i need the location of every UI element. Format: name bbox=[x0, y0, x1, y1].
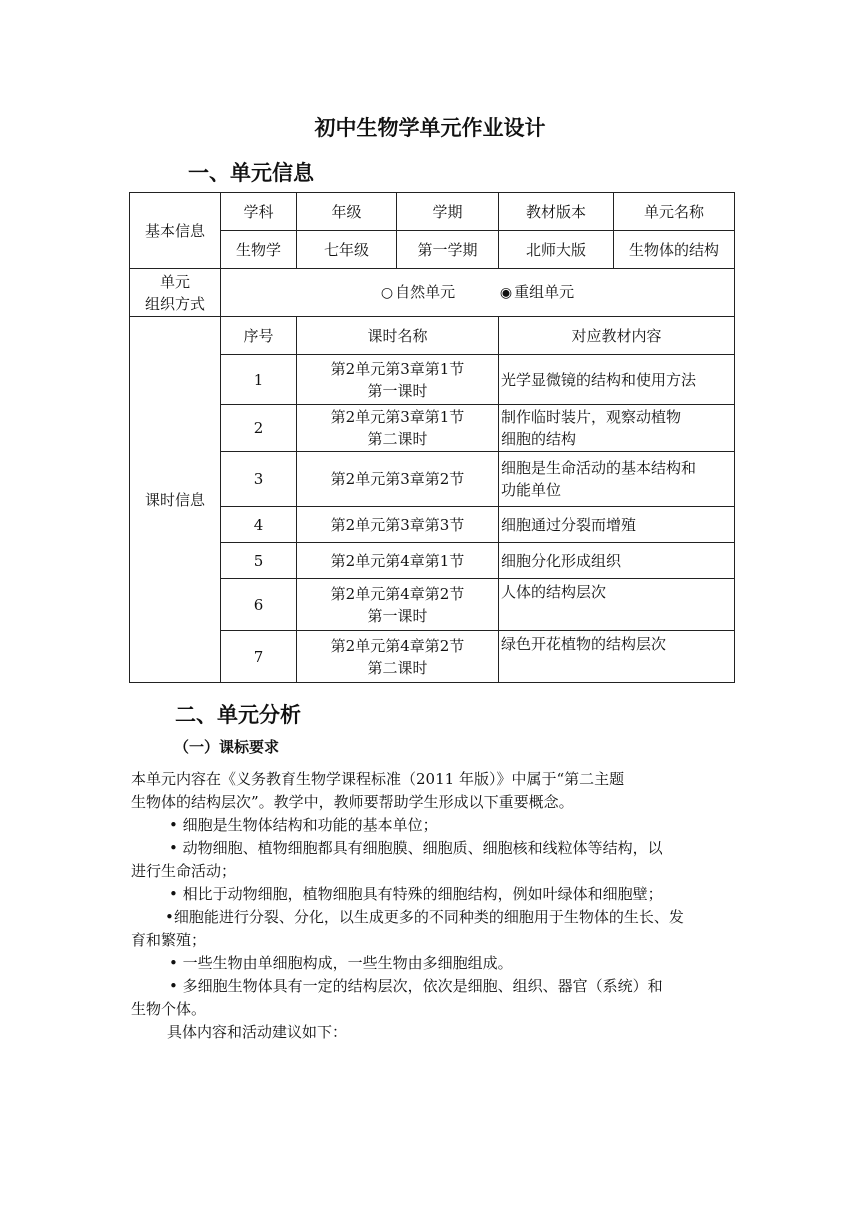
section-title-unit-info: 一、单元信息 bbox=[188, 161, 314, 185]
header-textbook-content: 对应教材内容 bbox=[499, 317, 735, 355]
unit-info-table bbox=[129, 192, 735, 683]
header-lesson-no: 序号 bbox=[221, 317, 297, 355]
intro-line1: 本单元内容在《义务教育生物学课程标准（2011 年版）》中属于“第二主题 bbox=[131, 770, 625, 788]
value-subject: 生物学 bbox=[221, 231, 297, 269]
value-semester: 第一学期 bbox=[397, 231, 499, 269]
table-row bbox=[130, 405, 735, 452]
table-row bbox=[130, 355, 735, 405]
lesson-no: 4 bbox=[221, 507, 297, 543]
header-lesson-name: 课时名称 bbox=[297, 317, 499, 355]
lesson-content bbox=[499, 579, 735, 631]
analysis-body bbox=[131, 768, 731, 1044]
lesson-name bbox=[297, 355, 499, 405]
table-row bbox=[130, 507, 735, 543]
header-semester: 学期 bbox=[397, 193, 499, 231]
lesson-no: 3 bbox=[221, 452, 297, 507]
subsection-title-curriculum: （一）课标要求 bbox=[174, 738, 280, 756]
concept-bullet-1: • 细胞是生物体结构和功能的基本单位； bbox=[169, 816, 438, 834]
concept-bullet-4-line2: 育和繁殖； bbox=[131, 931, 207, 949]
lesson-content-line1: 细胞通过分裂而增殖 bbox=[501, 515, 637, 534]
lesson-content-line2: 功能单位 bbox=[501, 481, 562, 499]
table-row bbox=[130, 452, 735, 507]
value-unit-name: 生物体的结构 bbox=[614, 231, 735, 269]
lesson-content-line1: 细胞是生命活动的基本结构和 bbox=[501, 459, 697, 477]
lesson-name bbox=[297, 631, 499, 683]
radio-regrouped-unit[interactable] bbox=[500, 281, 574, 304]
lesson-content-line2: 细胞的结构 bbox=[501, 430, 577, 448]
radio-checked-icon: ◉ bbox=[499, 285, 513, 301]
lesson-name-line1: 第2单元第3章第3节 bbox=[330, 515, 465, 534]
concept-bullet-2-line2: 进行生命活动； bbox=[131, 862, 237, 880]
radio-unchecked-icon: ○ bbox=[380, 285, 394, 301]
lesson-no: 7 bbox=[221, 631, 297, 683]
lesson-name bbox=[297, 405, 499, 452]
table-row bbox=[130, 543, 735, 579]
lesson-content bbox=[499, 355, 735, 405]
lesson-name-line2: 第一课时 bbox=[367, 381, 428, 400]
table-row bbox=[130, 579, 735, 631]
org-mode-label-line2: 组织方式 bbox=[144, 294, 205, 313]
closing-line: 具体内容和活动建议如下： bbox=[167, 1023, 348, 1041]
lesson-name-line1: 第2单元第4章第1节 bbox=[330, 551, 465, 570]
lesson-name bbox=[297, 507, 499, 543]
lesson-name-line2: 第二课时 bbox=[367, 658, 428, 677]
concept-bullet-6-line1: • 多细胞生物体具有一定的结构层次，依次是细胞、组织、器官（系统）和 bbox=[169, 977, 663, 995]
header-unit-name: 单元名称 bbox=[614, 193, 735, 231]
concept-bullet-6-line2: 生物个体。 bbox=[131, 1000, 207, 1018]
radio-natural-unit-label: 自然单元 bbox=[395, 283, 456, 301]
org-mode-label bbox=[130, 269, 221, 317]
lesson-no: 5 bbox=[221, 543, 297, 579]
concept-bullet-5: • 一些生物由单细胞构成，一些生物由多细胞组成。 bbox=[169, 954, 513, 972]
lesson-content-line1: 细胞分化形成组织 bbox=[501, 551, 622, 570]
lesson-no: 1 bbox=[221, 355, 297, 405]
lesson-content-line1: 制作临时装片，观察动植物 bbox=[501, 408, 682, 426]
value-textbook-edition: 北师大版 bbox=[499, 231, 614, 269]
basic-info-label: 基本信息 bbox=[130, 193, 221, 269]
lesson-name-line2: 第二课时 bbox=[367, 430, 428, 448]
lesson-name bbox=[297, 452, 499, 507]
table-row bbox=[130, 631, 735, 683]
lesson-name-line1: 第2单元第4章第2节 bbox=[330, 584, 465, 603]
concept-bullet-4-line1: •细胞能进行分裂、分化，以生成更多的不同种类的细胞用于生物体的生长、发 bbox=[165, 908, 684, 926]
document-title: 初中生物学单元作业设计 bbox=[314, 116, 546, 140]
lesson-name-line1: 第2单元第3章第2节 bbox=[330, 470, 465, 488]
lesson-no: 2 bbox=[221, 405, 297, 452]
header-textbook-edition: 教材版本 bbox=[499, 193, 614, 231]
lesson-content-line1: 人体的结构层次 bbox=[501, 583, 607, 601]
lesson-content-line1: 绿色开花植物的结构层次 bbox=[501, 635, 667, 653]
lesson-content bbox=[499, 405, 735, 452]
lesson-no: 6 bbox=[221, 579, 297, 631]
radio-natural-unit[interactable] bbox=[381, 281, 455, 304]
lesson-name-line1: 第2单元第3章第1节 bbox=[330, 408, 465, 426]
radio-regrouped-unit-label: 重组单元 bbox=[514, 283, 575, 301]
org-mode-options bbox=[221, 269, 735, 317]
value-grade: 七年级 bbox=[297, 231, 397, 269]
lesson-info-label: 课时信息 bbox=[130, 317, 221, 683]
lesson-content bbox=[499, 631, 735, 683]
lesson-content bbox=[499, 452, 735, 507]
section-title-unit-analysis: 二、单元分析 bbox=[175, 703, 301, 727]
lesson-content-line1: 光学显微镜的结构和使用方法 bbox=[501, 370, 697, 389]
concept-bullet-2-line1: • 动物细胞、植物细胞都具有细胞膜、细胞质、细胞核和线粒体等结构，以 bbox=[169, 839, 663, 857]
concept-bullet-3: • 相比于动物细胞，植物细胞具有特殊的细胞结构，例如叶绿体和细胞壁； bbox=[169, 885, 663, 903]
lesson-name-line1: 第2单元第3章第1节 bbox=[330, 359, 465, 378]
lesson-name-line2: 第一课时 bbox=[367, 606, 428, 625]
lesson-name bbox=[297, 543, 499, 579]
intro-line2: 生物体的结构层次”。教学中，教师要帮助学生形成以下重要概念。 bbox=[131, 793, 574, 811]
org-mode-label-line1: 单元 bbox=[159, 272, 190, 291]
lesson-name-line1: 第2单元第4章第2节 bbox=[330, 636, 465, 655]
lesson-name bbox=[297, 579, 499, 631]
lesson-content bbox=[499, 507, 735, 543]
header-grade: 年级 bbox=[297, 193, 397, 231]
lesson-content bbox=[499, 543, 735, 579]
header-subject: 学科 bbox=[221, 193, 297, 231]
